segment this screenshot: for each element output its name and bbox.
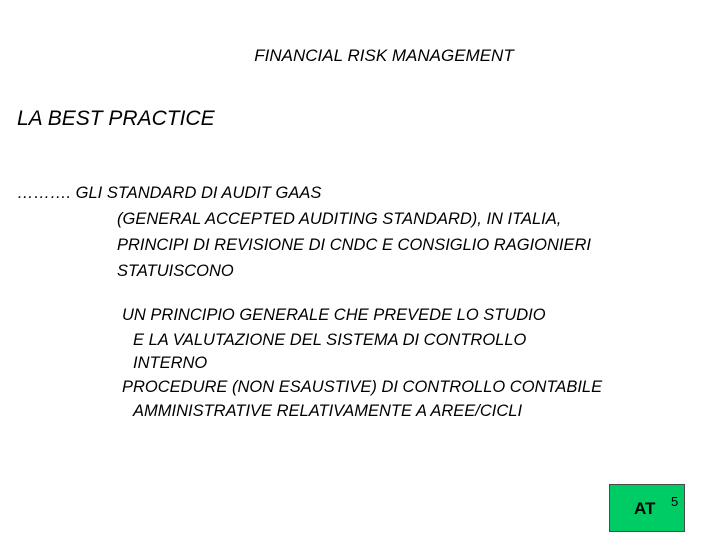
point-line: E LA VALUTAZIONE DEL SISTEMA DI CONTROLLO [133, 331, 527, 349]
point-line: AMMINISTRATIVE RELATIVAMENTE A AREE/CICLI [133, 402, 523, 420]
author-badge [609, 484, 685, 532]
intro-line: STATUISCONO [117, 262, 234, 280]
point-line: PROCEDURE (NON ESAUSTIVE) DI CONTROLLO CONTABILE [122, 378, 603, 396]
intro-line: PRINCIPI DI REVISIONE DI CNDC E CONSIGLIO RAGIONIERI [117, 236, 591, 254]
point-line: INTERNO [133, 354, 208, 372]
page-number: 5 [671, 494, 679, 509]
badge-label: AT [634, 499, 656, 518]
section-title: LA BEST PRACTICE [17, 107, 215, 130]
point-line: UN PRINCIPIO GENERALE CHE PREVEDE LO STUDIO [122, 306, 546, 324]
page-header: FINANCIAL RISK MANAGEMENT [254, 46, 514, 65]
intro-line: ………. GLI STANDARD DI AUDIT GAAS [17, 184, 322, 202]
intro-line: (GENERAL ACCEPTED AUDITING STANDARD), IN ITALIA, [117, 210, 562, 228]
